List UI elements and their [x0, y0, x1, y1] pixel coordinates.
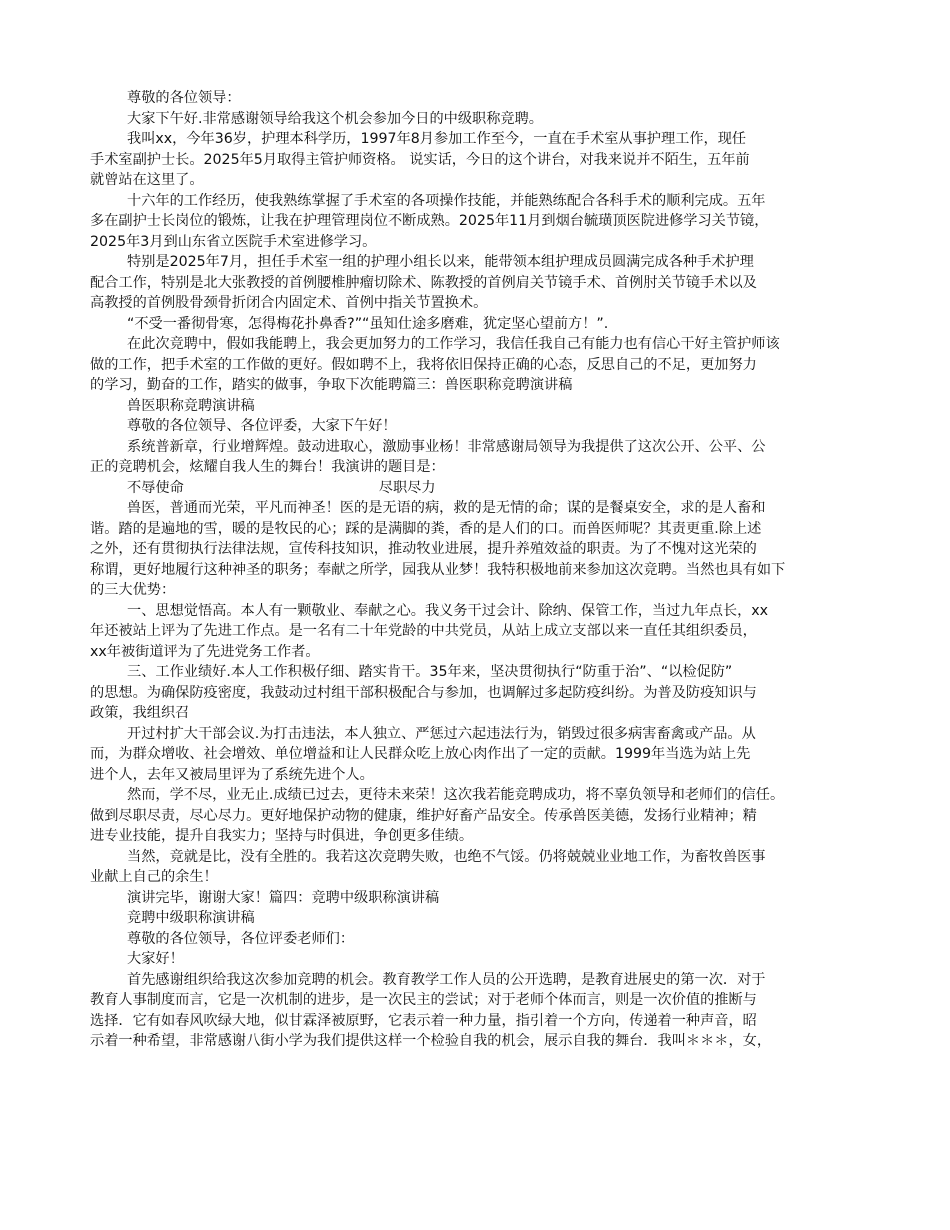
text-line: [90, 375, 870, 396]
text-line: [90, 252, 870, 273]
text-line-content: 而，为群众增收、社会增效、单位增益和让人民群众吃上放心肉作出了一定的贡献。1999年当选为站上先: [90, 746, 751, 762]
text-line-content: 配合工作，特别是北大张教授的首例腰椎肿瘤切除术、陈教授的首例肩关节镜手术、首例肘关节镜手术以及: [90, 274, 757, 291]
text-line-content: 谐。踏的是遍地的雪，暖的是牧民的心；踩的是满脚的粪，香的是人们的口。而兽医师呢？其责更重.除上述: [90, 520, 762, 537]
text-line: [90, 662, 870, 683]
text-line-content: 正的竞聘机会，炫耀自我人生的舞台！我演讲的题目是：: [90, 459, 445, 475]
text-line: [90, 478, 870, 499]
text-line: [90, 744, 870, 765]
text-line: [90, 683, 870, 704]
text-line: [90, 273, 870, 294]
text-line-content: 不辱使命: [127, 479, 184, 496]
text-line: [90, 519, 870, 540]
text-line-content: 大家下午好.非常感谢领导给我这个机会参加今日的中级职称竞聘。: [127, 110, 543, 127]
text-line: [90, 211, 870, 232]
text-line-content: 演讲完毕，谢谢大家！篇四：竞聘中级职称演讲稿: [127, 889, 440, 906]
text-line: [90, 191, 870, 212]
text-line: [90, 170, 870, 191]
text-line-content: 多在副护士长岗位的锻炼，让我在护理管理岗位不断成熟。2025年11月到烟台毓璜顶医院进修学习关节镜，: [90, 213, 769, 229]
text-line-content: 兽医职称竞聘演讲稿: [127, 397, 255, 414]
text-line-content: 十六年的工作经历，使我熟练掌握了手术室的各项操作技能，并能熟练配合各科手术的顺利完成。五年: [127, 192, 766, 209]
text-line: [90, 539, 870, 560]
text-line-content: 首先感谢组织给我这次参加竞聘的机会。教育教学工作人员的公开选聘，是教育进展史的第一次．对于: [127, 971, 766, 988]
text-line-content: 2025年3月到山东省立医院手术室进修学习。: [90, 233, 377, 250]
text-line: [90, 970, 870, 991]
text-line-content: xx年被街道评为了先进党务工作者。: [90, 643, 320, 660]
text-line-content: 教育人事制度而言，它是一次机制的进步，是一次民主的尝试；对于老师个体而言，则是一次价值的推断与: [90, 992, 757, 1008]
text-line: [90, 785, 870, 806]
text-line: [90, 560, 870, 581]
text-line-content: 做的工作，把手术室的工作做的更好。假如聘不上，我将依旧保持正确的心态，反思自己的不足，更加努力: [90, 356, 757, 373]
text-line-content: 政策，我组织召: [90, 705, 190, 721]
text-line-content: 尊敬的各位领导：: [127, 90, 241, 106]
text-line: [90, 355, 870, 376]
document-body: [90, 88, 870, 1052]
text-line-content: 在此次竞聘中，假如我能聘上，我会更加努力的工作学习，我信任我自己有能力也有信心干好主管护师该: [127, 336, 780, 352]
text-line: [90, 457, 870, 478]
text-line: [90, 109, 870, 130]
text-line: [90, 867, 870, 888]
text-line-content: 开过村扩大干部会议.为打击违法，本人独立、严惩过六起违法行为，销毁过很多病害畜禽或产品。从: [127, 725, 756, 742]
text-line-content: 做到尽职尽责，尽心尽力。更好地保护动物的健康，维护好畜产品安全。传承兽医美德，发扬行业精神；精: [90, 807, 757, 824]
text-line-content: 高教授的首例股骨颈骨折闭合内固定术、首例中指关节置换术。: [90, 295, 488, 311]
text-line: [90, 232, 870, 253]
text-line-content: 业献上自己的余生！: [90, 869, 218, 885]
text-line-content: 就曾站在这里了。: [90, 172, 204, 188]
text-line-content: 尊敬的各位领导、各位评委，大家下午好！: [127, 418, 397, 434]
text-line: [90, 621, 870, 642]
text-line: [90, 990, 870, 1011]
text-line: [90, 416, 870, 437]
text-line-content: 尊敬的各位领导，各位评委老师们：: [127, 930, 355, 947]
text-line-content: 称谓，更好地履行这种神圣的职务；奉献之所学，园我从业梦！我特积极地前来参加这次竞聘。当然也具有如下: [90, 561, 786, 578]
text-line-content: 示着一种希望，非常感谢八街小学为我们提供这样一个检验自我的机会，展示自我的舞台．我叫＊＊＊，女，: [90, 1033, 772, 1049]
text-line: [90, 642, 870, 663]
text-line: [90, 314, 870, 335]
text-line-content-secondary: 尽职尽力: [378, 479, 436, 496]
text-line: [90, 806, 870, 827]
text-line-content: 之外，还有贯彻执行法律法规，宣传科技知识，推动牧业进展，提升养殖效益的职责。为了不愧对这光荣的: [90, 541, 757, 557]
text-line: [90, 949, 870, 970]
text-line-content: 竞聘中级职称演讲稿: [127, 910, 255, 926]
text-line-content: 兽医，普通而光荣，平凡而神圣！医的是无语的病，救的是无情的命；谋的是餐桌安全，求的是人畜和: [127, 500, 766, 516]
text-line: [90, 908, 870, 929]
text-line-content: 系统普新章，行业增辉煌。鼓动进取心，激励事业杨！非常感谢局领导为我提供了这次公开、公平、公: [127, 438, 766, 455]
text-line-content: 我叫xx，今年36岁，护理本科学历，1997年8月参加工作至今，一直在手术室从事护理工作，现任: [127, 131, 747, 147]
text-line-content: 进个人，去年又被局里评为了系统先进个人。: [90, 766, 374, 783]
text-line: [90, 396, 870, 417]
text-line-content: 的三大优势：: [90, 582, 176, 598]
text-line-content: “不受一番彻骨寒，怎得梅花扑鼻香?”“虽知仕途多磨难，犹定坚心望前方！”.: [127, 315, 609, 332]
text-line: [90, 293, 870, 314]
text-line-content: 手术室副护士长。2025年5月取得主管护师资格。 说实话，今日的这个讲台，对我来说并不陌生，五年前: [90, 151, 750, 168]
text-line: [90, 129, 870, 150]
text-line-content: 三、工作业绩好.本人工作积极仔细、踏实肯干。35年来，坚决贯彻执行“防重于治”、“以检促防”: [127, 664, 733, 680]
text-line: [90, 498, 870, 519]
text-line-content: 选择．它有如春风吹绿大地，似甘霖泽被原野，它表示着一种力量，指引着一个方向，传递着一种声音，昭: [90, 1012, 757, 1029]
text-line: [90, 929, 870, 950]
text-line: [90, 826, 870, 847]
text-line: [90, 88, 870, 109]
text-line: [90, 765, 870, 786]
text-line: [90, 437, 870, 458]
text-line-content: 大家好！: [127, 951, 184, 967]
text-line: [90, 1011, 870, 1032]
text-line: [90, 888, 870, 909]
text-line-content: 年还被站上评为了先进工作点。是一名有二十年党龄的中共党员，从站上成立支部以来一直任其组织委员，: [90, 623, 757, 639]
text-line-content: 然而，学不尽，业无止.成绩已过去，更待未来荣！这次我若能竞聘成功，将不辜负领导和老师们的信任。: [127, 787, 785, 803]
text-line: [90, 334, 870, 355]
text-line-content: 特别是2025年7月，担任手术室一组的护理小组长以来，能带领本组护理成员圆满完成各种手术护理: [127, 254, 754, 270]
text-line: [90, 150, 870, 171]
text-line-content: 进专业技能，提升自我实力；坚持与时俱进，争创更多佳绩。: [90, 828, 474, 844]
text-line-content: 当然，竞就是比，没有全胜的。我若这次竞聘失败，也绝不气馁。仍将兢兢业业地工作，为畜牧兽医事: [127, 848, 766, 865]
text-line: [90, 601, 870, 622]
text-line: [90, 1031, 870, 1052]
text-line-content: 的思想。为确保防疫密度，我鼓动过村组干部积极配合与参加，也调解过多起防疫纠纷。为普及防疫知识与: [90, 684, 757, 701]
text-line-content: 一、思想觉悟高。本人有一颗敬业、奉献之心。我义务干过会计、除纳、保管工作，当过九年点长，xx: [127, 602, 769, 619]
text-line: [90, 724, 870, 745]
text-line: [90, 703, 870, 724]
text-line-content: 的学习，勤奋的工作，踏实的做事，争取下次能聘篇三：兽医职称竞聘演讲稿: [90, 377, 573, 393]
text-line: [90, 847, 870, 868]
text-line: [90, 580, 870, 601]
